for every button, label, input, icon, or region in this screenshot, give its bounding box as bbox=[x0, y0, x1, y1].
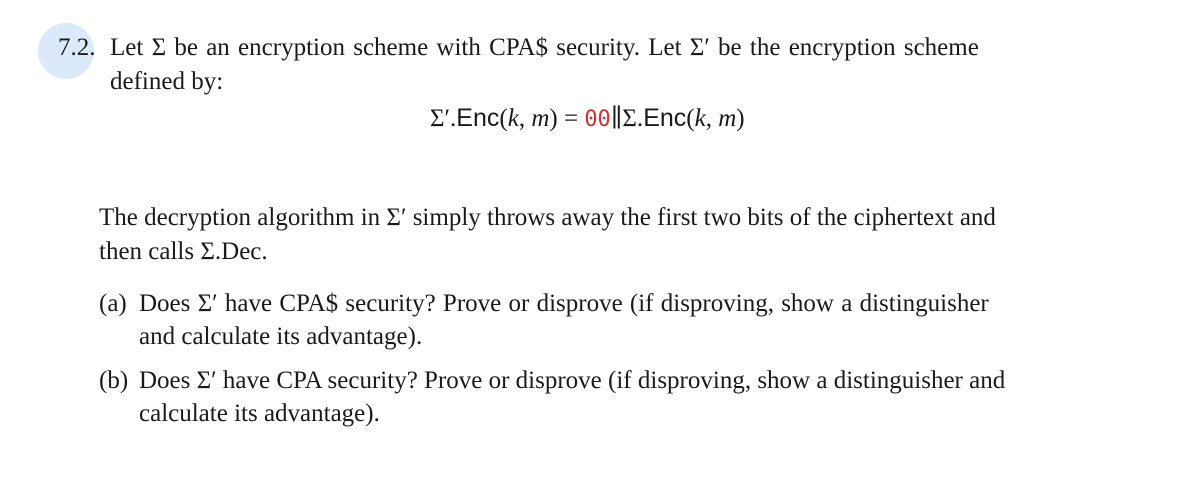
eq-rhs-open: ( bbox=[686, 105, 695, 132]
eq-rhs-enc: Enc bbox=[643, 104, 687, 132]
eq-rhs-k: k bbox=[694, 105, 706, 132]
eq-lhs-comma: , bbox=[518, 105, 532, 132]
eq-lhs-enc: Enc bbox=[456, 104, 500, 132]
part-a-line-1: Does Σ′ have CPA$ security? Prove or disprove (if disproving, show a distinguisher bbox=[139, 290, 989, 317]
problem-number: 7.2. bbox=[58, 34, 96, 61]
description-line-1: The decryption algorithm in Σ′ simply throws away the first two bits of the ciphertext and bbox=[99, 204, 996, 231]
eq-rhs-comma: , bbox=[705, 105, 719, 132]
eq-lhs-k: k bbox=[507, 105, 519, 132]
problem-statement-line-2: defined by: bbox=[110, 68, 224, 95]
eq-equals: = bbox=[557, 105, 585, 132]
part-b-line-1: Does Σ′ have CPA security? Prove or disprove (if disproving, show a distinguisher and bbox=[139, 367, 1006, 394]
eq-rhs-m: m bbox=[718, 105, 737, 132]
part-a-line-2: and calculate its advantage). bbox=[139, 323, 423, 350]
eq-lhs-m: m bbox=[531, 105, 550, 132]
eq-lhs-close: ) bbox=[549, 105, 558, 132]
eq-rhs-scheme: Σ. bbox=[622, 105, 644, 132]
eq-concat: ∥ bbox=[610, 105, 623, 132]
eq-lhs-scheme: Σ′. bbox=[430, 105, 457, 132]
eq-zero-bits: 00 bbox=[584, 107, 611, 132]
part-b-label: (b) bbox=[99, 367, 129, 394]
encryption-equation bbox=[430, 103, 745, 135]
eq-lhs-open: ( bbox=[499, 105, 508, 132]
part-a-label: (a) bbox=[99, 290, 127, 317]
problem-statement-line-1: Let Σ be an encryption scheme with CPA$ security. Let Σ′ be the encryption scheme bbox=[110, 34, 979, 61]
description-line-2: then calls Σ.Dec. bbox=[99, 238, 268, 265]
part-b-line-2: calculate its advantage). bbox=[139, 400, 380, 427]
eq-rhs-close: ) bbox=[736, 105, 745, 132]
